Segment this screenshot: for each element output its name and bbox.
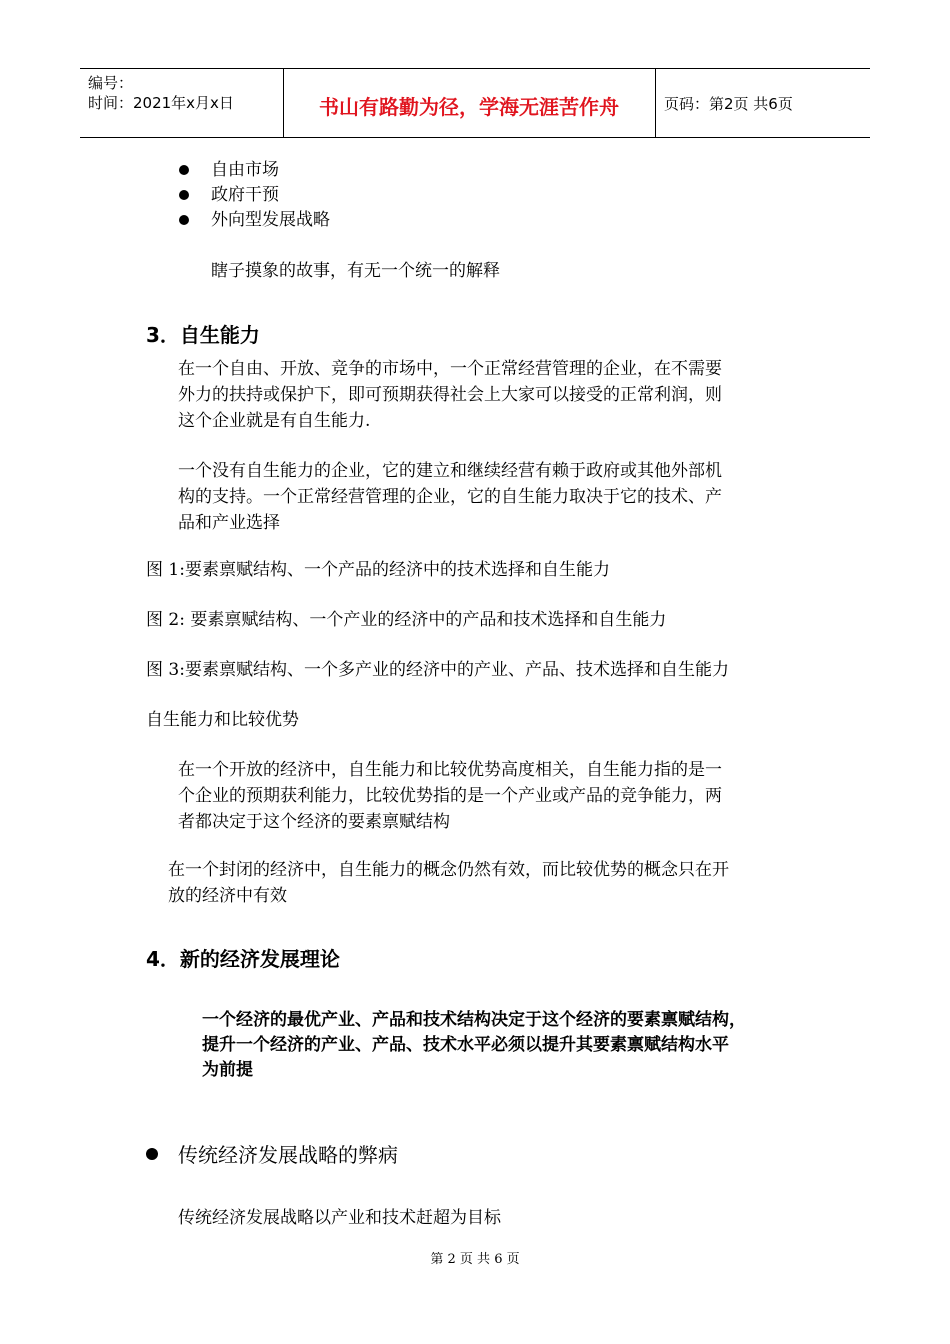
bold-paragraph-line: 一个经济的最优产业、产品和技术结构决定于这个经济的要素禀赋结构，: [202, 1010, 746, 1030]
figure-caption: 图 2: 要素禀赋结构、一个产业的经济中的产品和技术选择和自生能力: [146, 610, 667, 630]
list-item: 传统经济发展战略的弊病: [178, 1143, 398, 1167]
paragraph-line: 在一个封闭的经济中，自生能力的概念仍然有效，而比较优势的概念只在开: [168, 860, 729, 880]
header-motto: 书山有路勤为径，学海无涯苦作舟: [319, 95, 619, 119]
paragraph-line: 者都决定于这个经济的要素禀赋结构: [178, 812, 450, 832]
section-heading: 4．新的经济发展理论: [146, 947, 340, 971]
page-footer: 第 2 页 共 6 页: [430, 1252, 520, 1267]
paragraph-line: 在一个开放的经济中，自生能力和比较优势高度相关，自生能力指的是一: [178, 760, 722, 780]
bold-paragraph-line: 为前提: [202, 1060, 253, 1080]
section-heading: 3．自生能力: [146, 323, 260, 347]
paragraph-line: 品和产业选择: [178, 513, 280, 533]
paragraph-line: 构的支持。一个正常经营管理的企业，它的自生能力取决于它的技术、产: [178, 487, 722, 507]
list-item: 外向型发展战略: [211, 210, 330, 230]
list-item: 政府干预: [211, 185, 279, 205]
bullet-icon: [179, 190, 189, 200]
paragraph-line: 这个企业就是有自生能力.: [178, 411, 371, 431]
bullet-icon: [146, 1148, 158, 1160]
paragraph-line: 在一个自由、开放、竞争的市场中，一个正常经营管理的企业，在不需要: [178, 359, 722, 379]
paragraph-line: 个企业的预期获利能力，比较优势指的是一个产业或产品的竞争能力，两: [178, 786, 722, 806]
header-page-info: 页码：第2页 共6页: [664, 95, 793, 113]
bold-paragraph-line: 提升一个经济的产业、产品、技术水平必须以提升其要素禀赋结构水平: [202, 1035, 729, 1055]
header-meta: [88, 73, 234, 113]
page-header: [80, 68, 870, 138]
figure-caption: 图 1:要素禀赋结构、一个产品的经济中的技术选择和自生能力: [146, 560, 610, 580]
paragraph-line: 外力的扶持或保护下，即可预期获得社会上大家可以接受的正常利润，则: [178, 385, 722, 405]
list-item: 自由市场: [211, 160, 279, 180]
sub-title: 自生能力和比较优势: [146, 710, 299, 730]
paragraph-line: 传统经济发展战略以产业和技术赶超为目标: [178, 1208, 501, 1228]
figure-caption: 图 3:要素禀赋结构、一个多产业的经济中的产业、产品、技术选择和自生能力: [146, 660, 729, 680]
paragraph-line: 放的经济中有效: [168, 886, 287, 906]
header-date: 时间：2021年x月x日: [88, 94, 234, 112]
story-line: 瞎子摸象的故事，有无一个统一的解释: [211, 261, 500, 281]
header-divider: [655, 69, 656, 137]
paragraph-line: 一个没有自生能力的企业，它的建立和继续经营有赖于政府或其他外部机: [178, 461, 722, 481]
header-number: 编号：: [88, 74, 134, 92]
bullet-icon: [179, 165, 189, 175]
bullet-icon: [179, 215, 189, 225]
